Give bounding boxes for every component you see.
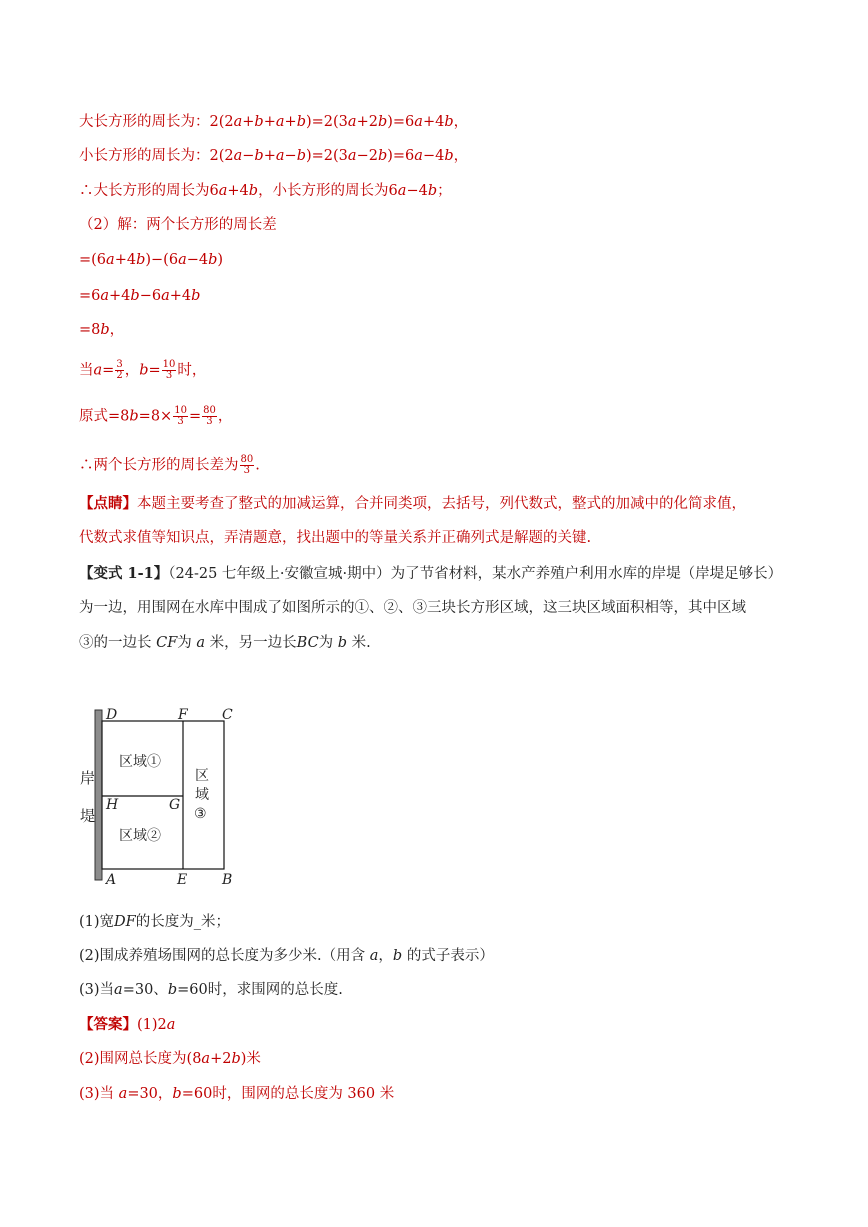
point-B: B: [222, 872, 233, 888]
point-H: H: [106, 797, 119, 813]
fraction-10-3: $\frac{10}{3}$: [162, 359, 176, 381]
comment-line-2: 代数式求值等知识点，弄清题意，找出题中的等量关系并正确列式是解题的关键.: [79, 530, 592, 546]
solution-line-4: （2）解：两个长方形的周长差: [79, 217, 277, 233]
comment-line-1: 【点睛】本题主要考查了整式的加减运算，合并同类项，去括号，列代数式，整式的加减中的化简求值，: [79, 495, 746, 512]
region-1-label: 区域①: [119, 754, 161, 770]
solution-line-7: =8b，: [79, 322, 125, 338]
bank-label-top: 岸: [80, 769, 96, 787]
point-C: C: [222, 707, 233, 723]
question-1: (1)宽DF的长度为_米；: [79, 914, 230, 930]
problem-line-3: ③的一边长 CF为 a 米，另一边长BC为 b 米.: [79, 635, 371, 651]
answer-3: (3)当 a=30，b=60时，围网的总长度为 360 米: [79, 1086, 395, 1102]
question-3: (3)当a=30、b=60时，求围网的总长度.: [79, 982, 343, 998]
question-2: (2)围成养殖场围网的总长度为多少米.（用含 a，b 的式子表示）: [79, 948, 494, 964]
problem-line-2: 为一边，用围网在水库中围成了如图所示的①、②、③三块长方形区域，这三块区域面积相等，其中区域: [79, 600, 746, 616]
answer-1: 【答案】(1)2a: [79, 1016, 176, 1033]
point-G: G: [169, 797, 181, 813]
fraction-10-3: $\frac{10}{3}$: [174, 405, 187, 427]
solution-line-5: =(6a+4b)−(6a−4b): [79, 252, 224, 268]
region-3-label-1: 区: [195, 768, 209, 784]
region-diagram: [70, 700, 250, 890]
point-E: E: [177, 872, 188, 888]
answer-2: (2)围网总长度为(8a+2b)米: [79, 1051, 261, 1067]
solution-line-6: =6a+4b−6a+4b: [79, 288, 201, 304]
solution-line-1: 大长方形的周长为：2(2a+b+a+b)=2(3a+2b)=6a+4b，: [79, 114, 469, 130]
bank-label-bottom: 堤: [80, 807, 96, 825]
region-3-label-2: 域: [195, 787, 209, 803]
solution-line-3: ∴大长方形的周长为6a+4b，小长方形的周长为6a−4b；: [79, 183, 452, 199]
solution-line-10: ∴两个长方形的周长差为 $\frac{80}{3}$ .: [79, 454, 260, 476]
point-A: A: [106, 872, 117, 888]
solution-line-9: 原式=8b=8× $\frac{10}{3}$ = $\frac{80}{3}$ ，: [79, 405, 233, 427]
region-3-label-3: ③: [194, 806, 207, 822]
solution-line-8: 当a= $\frac{3}{2}$ ，b= $\frac{10}{3}$ 时，: [79, 359, 207, 381]
fraction-80-3: $\frac{80}{3}$: [240, 454, 254, 476]
bank-bar: [95, 710, 102, 880]
point-F: F: [178, 707, 188, 723]
point-D: D: [106, 707, 118, 723]
fraction-3-2: $\frac{3}{2}$: [116, 359, 123, 381]
fraction-80-3: $\frac{80}{3}$: [203, 405, 216, 427]
solution-line-2: 小长方形的周长为：2(2a−b+a−b)=2(3a−2b)=6a−4b，: [79, 148, 469, 164]
region-2-label: 区域②: [119, 828, 161, 844]
problem-line-1: 【变式 1-1】（24-25 七年级上·安徽宣城·期中）为了节省材料，某水产养殖户利用水库的岸堤（岸堤足够长）: [79, 565, 783, 582]
